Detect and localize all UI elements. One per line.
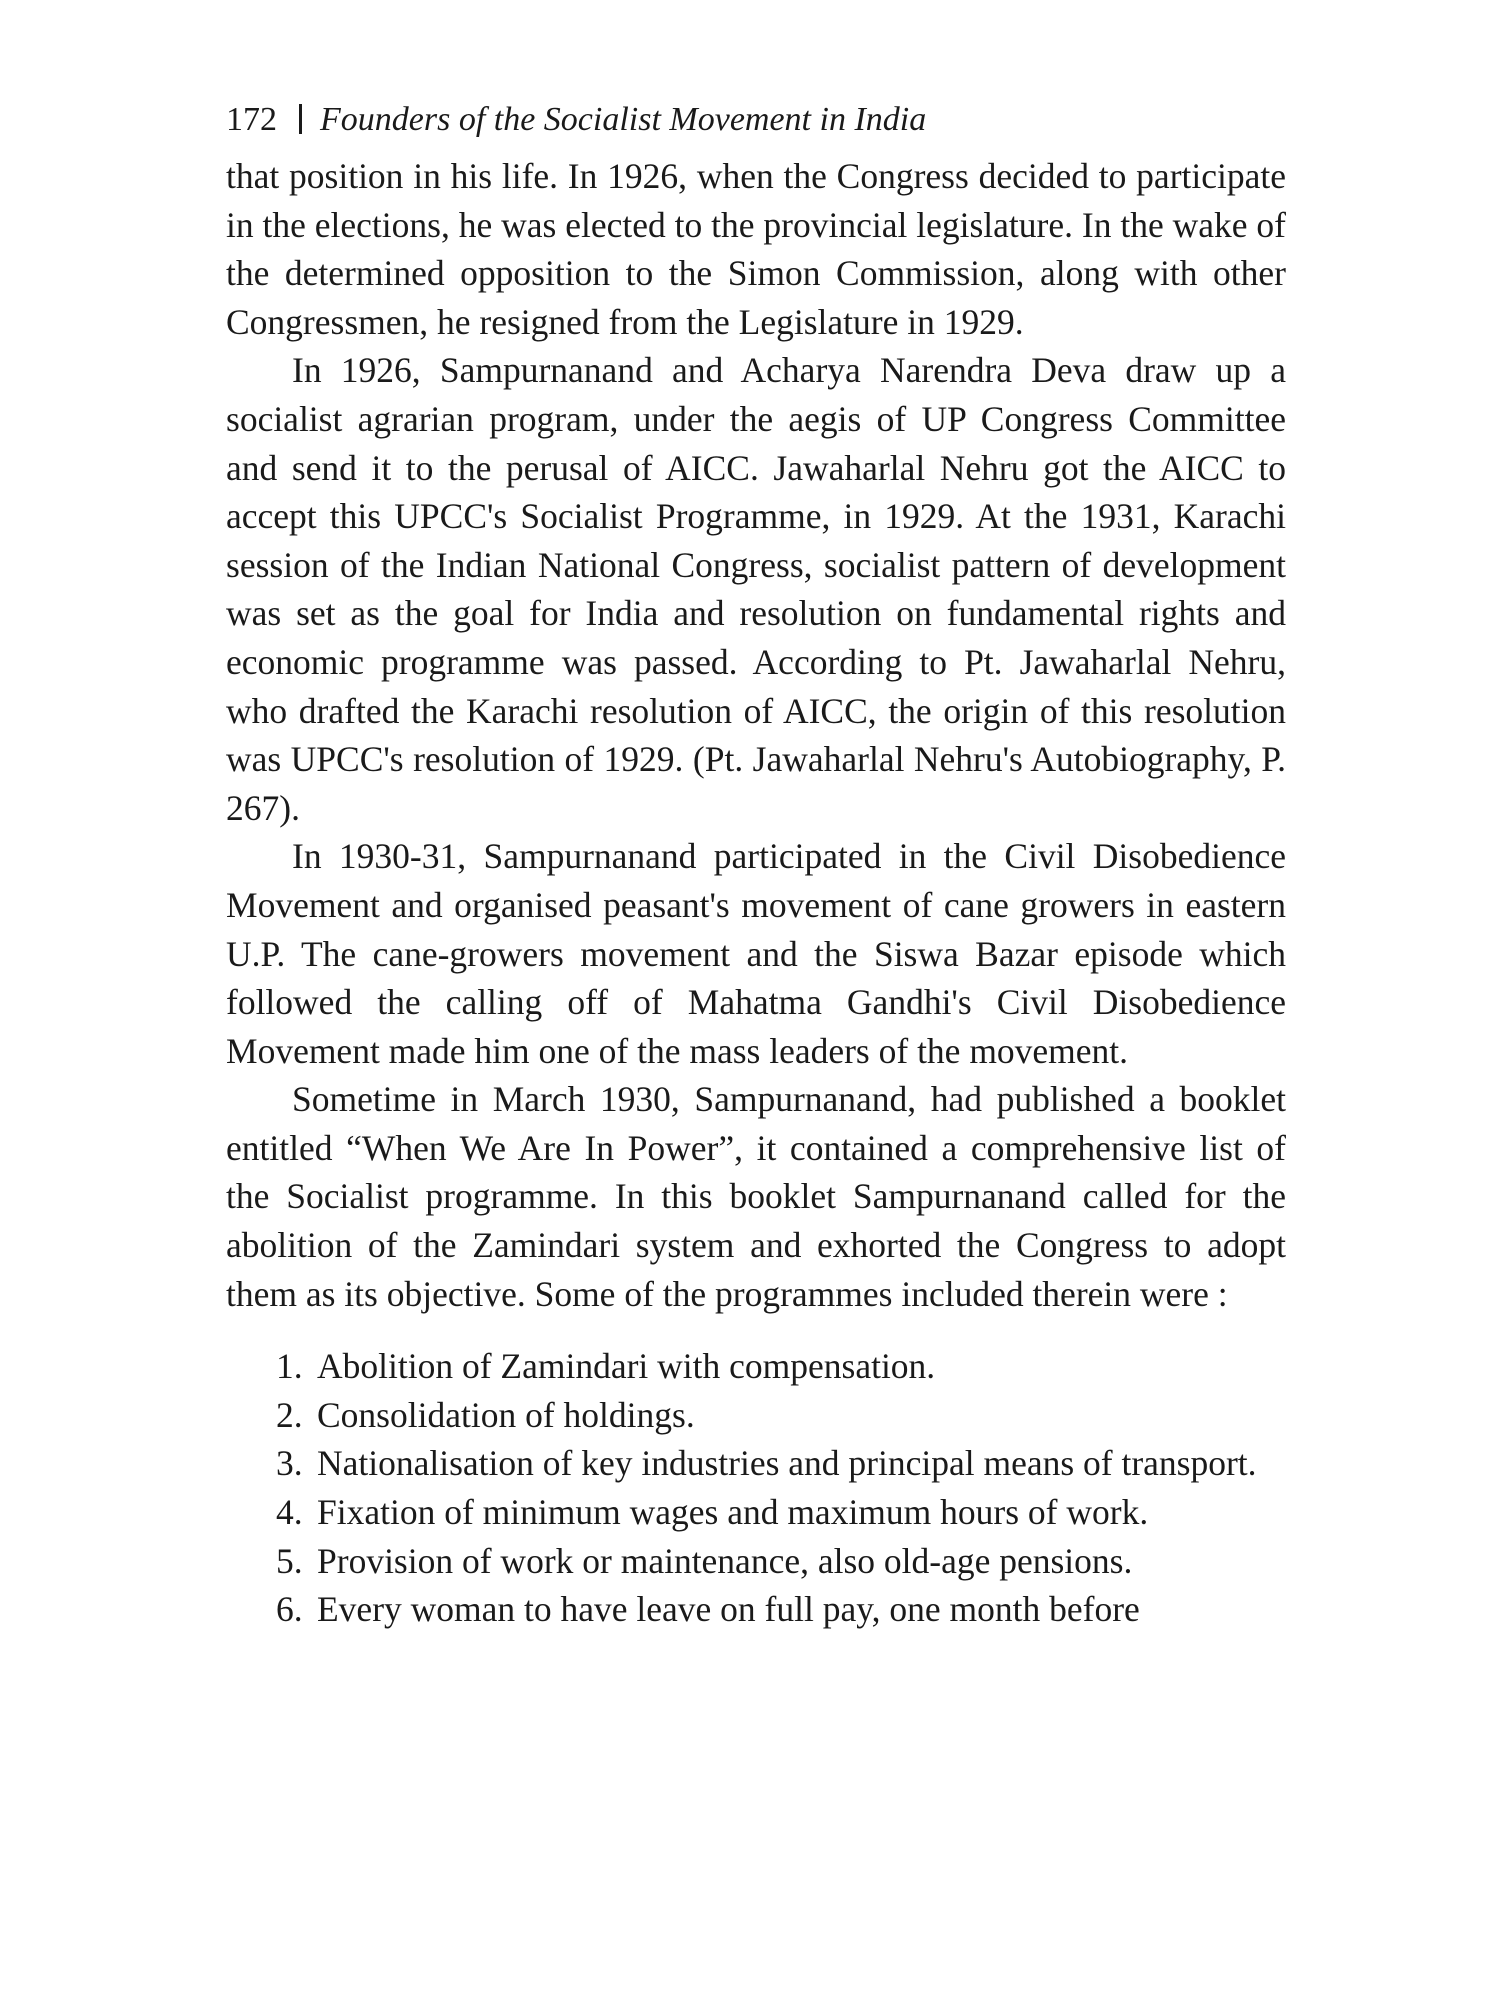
list-item-text: Abolition of Zamindari with compensation.	[317, 1346, 936, 1387]
list-item-text: Every woman to have leave on full pay, one month before	[317, 1589, 1140, 1630]
page-number: 172	[226, 101, 277, 138]
list-item-text: Nationalisation of key industries and principal means of transport.	[317, 1443, 1257, 1484]
list-item-number: 3.	[276, 1443, 303, 1484]
list-item	[276, 1585, 1286, 1634]
list-item-number: 4.	[276, 1492, 303, 1533]
paragraph-civil-disobedience: In 1930-31, Sampurnanand participated in the Civil Disobedience Movement and organised peasant's movement of cane growers in eastern U.P. The cane-growers movement and the Siswa Bazar episode which followed the calling off of Mahatma Gandhi's Civil Disobedience Movement made him one of the mass leaders of the movement.	[226, 836, 1286, 1071]
list-item-text: Fixation of minimum wages and maximum hours of work.	[317, 1492, 1149, 1533]
list-item	[276, 1342, 1286, 1391]
list-item	[276, 1439, 1286, 1488]
book-page	[226, 98, 1286, 1634]
programme-list	[226, 1342, 1286, 1634]
list-item-number: 1.	[276, 1346, 303, 1387]
list-item-number: 5.	[276, 1540, 303, 1581]
book-title: Founders of the Socialist Movement in India	[320, 101, 927, 138]
running-head-separator	[299, 104, 302, 134]
paragraph-booklet: Sometime in March 1930, Sampurnanand, had published a booklet entitled “When We Are In Power”, it contained a comprehensive list of the Socialist programme. In this booklet Sampurnanand called for the abolition of the Zamindari system and exhorted the Congress to adopt them as its objective. Some of the programmes included therein were :	[226, 1079, 1286, 1314]
list-item-text: Consolidation of holdings.	[317, 1394, 695, 1435]
list-item	[276, 1391, 1286, 1440]
list-item	[276, 1537, 1286, 1586]
paragraph-continued: that position in his life. In 1926, when the Congress decided to participate in the elections, he was elected to the provincial legislature. In the wake of the determined opposition to the Simon Commission, along with other Congressmen, he resigned from the Legislature in 1929.	[226, 156, 1286, 342]
list-item	[276, 1488, 1286, 1537]
list-item-number: 6.	[276, 1589, 303, 1630]
list-item-text: Provision of work or maintenance, also old-age pensions.	[317, 1540, 1133, 1581]
running-head	[226, 98, 1286, 142]
list-item-number: 2.	[276, 1394, 303, 1435]
paragraph-agrarian-program: In 1926, Sampurnanand and Acharya Narendra Deva draw up a socialist agrarian program, under the aegis of UP Congress Committee and send it to the perusal of AICC. Jawaharlal Nehru got the AICC to accept this UPCC's Socialist Programme, in 1929. At the 1931, Karachi session of the Indian National Congress, socialist pattern of development was set as the goal for India and resolution on fundamental rights and economic programme was passed. According to Pt. Jawaharlal Nehru, who drafted the Karachi resolution of AICC, the origin of this resolution was UPCC's resolution of 1929. (Pt. Jawaharlal Nehru's Autobiography, P. 267).	[226, 350, 1286, 828]
